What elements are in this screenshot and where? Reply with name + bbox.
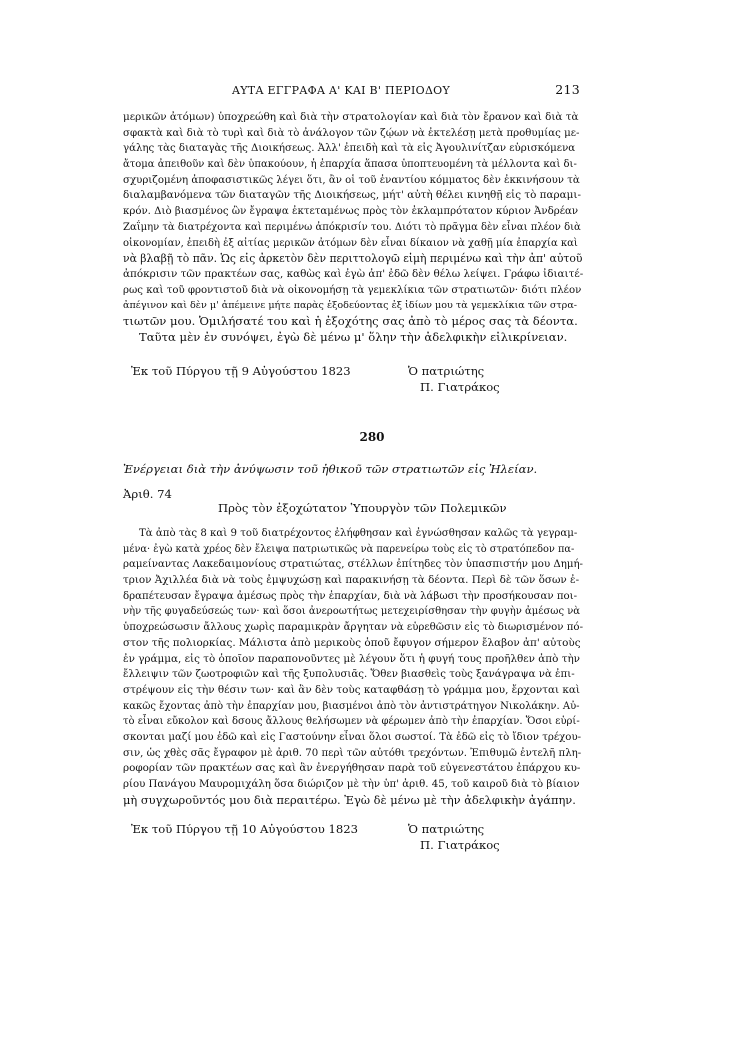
letter-280-place-date: Ἐκ τοῦ Πύργου τῇ 10 Αὐγούστου 1823 [131,822,358,836]
text-line: ὑποχρεώσωσιν ἄλλους χωρὶς παραμικρὰν ἄργηταν νὰ εὑρεθῶσιν εἰς τὸ διωρισμένον πό- [123,622,583,634]
text-line: Τὰ ἀπὸ τὰς 8 καὶ 9 τοῦ διατρέχοντος ἐλήφθησαν καὶ ἐγνώσθησαν καλῶς τὰ γεγραμ- [139,528,578,539]
running-title: ΑΥΤΑ ΕΓΓΡΑΦΑ Α' ΚΑΙ Β' ΠΕΡΙΟΔΟΥ [232,84,451,97]
document-number: 280 [359,430,385,444]
letter-279-closing: Ὁ πατριώτης [408,364,485,378]
text-line: στον τῆς πολιορκίας. Μάλιστα ἀπὸ μερικοὺς ὁποῦ ἔφυγον σήμερον ἔλαβον ἀπ' αὐτοὺς [123,636,581,649]
text-line: ἀπέγινον καὶ δὲν μ' ἀπέμεινε μήτε παρὰς ἐξοδεύοντας ἐξ ἰδίων μου τὰ γεμεκλίκια τῶν στρα- [123,300,578,312]
document-heading: Ἐνέργειαι διὰ τὴν ἀνύψωσιν τοῦ ἠθικοῦ τῶν στρατιωτῶν εἰς Ἠλείαν. [123,462,538,476]
text-line: ἔλλειψιν τῶν ζωοτροφιῶν καὶ τῆς ξυπολυσιᾶς. Ὅθεν βιασθεὶς τοὺς ξανάγραψα νὰ ἐπι- [123,669,575,681]
text-line: τιωτῶν μου. Ὁμιλήσατέ του καὶ ἡ ἐξοχότης σας ἀπὸ τὸ μέρος σας τὰ δέοντα. [123,313,578,328]
text-line: ρως καὶ τοῦ φροντιστοῦ διὰ νὰ οἰκονομήσῃ τὰ γεμεκλίκια τῶν στρατιωτῶν· διότι πλέον [123,284,582,296]
text-line: στρέψουν εἰς τὴν θέσιν των· καὶ ἂν δὲν τοὺς καταφθάσῃ τὸ γράμμα μου, ἔρχονται καὶ [123,683,580,696]
text-line: νὴν τῆς φυγαδεύσεώς των· καὶ ὅσοι ἀνεροωτήτως μετεχειρίσθησαν τὴν φυγὴν ἀμέσως νὰ [123,606,581,618]
text-line: οἰκονομίαν, ἐπειδὴ ἐξ αἰτίας μερικῶν ἀτόμων δὲν εἶναι δίκαιον νὰ χαθῇ μία ἐπαρχία καὶ [123,237,578,249]
letter-280-signature: Π. Γιατράκος [420,838,500,852]
text-line: ἄτομα ἀπειθοῦν καὶ δὲν ὑπακούουν, ἡ ἐπαρχία ἅπασα ὑποπτευομένη τὰ μέλλοντα καὶ δι- [123,159,577,171]
text-line: δραπέτευσαν ἔγραψα ἀμέσως πρὸς τὴν ἐπαρχίαν, διὰ νὰ λάβωσι τὴν προσήκουσαν ποι- [123,590,578,602]
text-line: ἀπόκρισιν τῶν πρακτέων σας, καθὼς καὶ ἐγὼ ἀπ' ἐδῶ δὲν θέλω λείψει. Γράφω ἰδιαιτέ- [123,267,583,280]
letter-280-body [123,526,583,808]
letter-279-place-date: Ἐκ τοῦ Πύργου τῇ 9 Αὐγούστου 1823 [131,364,351,378]
text-line: νὰ βλαβῇ τὸ πᾶν. Ὡς εἰς ἀρκετὸν δὲν περιττολογῶ εἰμὴ περιμένω καὶ τὴν ἀπ' αὐτοῦ [123,252,583,266]
text-line: τριον Ἀχιλλέα διὰ νὰ τοὺς ἐμψυχώσῃ καὶ παρακινήσῃ τὰ δέοντα. Περὶ δὲ τῶν ὅσων ἐ- [123,574,580,587]
text-line: σιν, ὡς χθὲς σᾶς ἔγραφον μὲ ἀριθ. 70 περὶ τῶν αὐτόθι τρεχόντων. Ἐπιθυμῶ ἐντελῆ πλη- [123,747,582,759]
text-line: διαλαμβανόμενα τῶν διαταγῶν τῆς Διοικήσεως, μήτ' αὐτὴ θέλει κινηθῇ εἰς τὸ παραμι- [123,189,581,202]
text-line: Ταῦτα μὲν ἐν συνόψει, ἐγὼ δὲ μένω μ' ὅλην τὴν ἀδελφικὴν εἰλικρίνειαν. [139,329,568,344]
text-line: μένα· ἐγὼ κατὰ χρέος δὲν ἔλειψα πατριωτικῶς νὰ παρενείρω τοὺς εἰς τὸ στρατόπεδον πα- [123,543,575,555]
letter-279-body [123,110,583,345]
text-line: τὸ εἶναι εὔκολον καὶ δσους ἄλλους θελήσωμεν νὰ φέρωμεν ἀπὸ τὴν ἐπαρχίαν. Ὅσοι εὑρί- [123,716,580,728]
text-line: κακῶς ἔχοντας ἀπὸ τὴν ἐπαρχίαν μου, βιασμένοι ἀπὸ τὸν ἀντιστράτηγον Νικολάκην. Αὐ- [123,700,580,712]
text-line: κρόν. Διὸ βιασμένος ὢν ἔγραψα ἐκτεταμένως πρὸς τὸν ἐκλαμπρότατον κύριον Ἀνδρέαν [123,206,579,218]
letter-279-signature: Π. Γιατράκος [420,380,500,394]
text-line: μερικῶν ἀτόμων) ὑποχρεώθη καὶ διὰ τὴν στρατολογίαν καὶ διὰ τὸν ἔρανον καὶ διὰ τὰ [123,111,579,123]
letter-280-closing: Ὁ πατριώτης [408,822,485,836]
text-line: γάλης τὰς διαταγὰς τῆς Διοικήσεως. Ἀλλ' ἐπειδὴ καὶ τὰ εἰς Ἀγουλινίτζαν εὑρισκόμενα [123,143,576,155]
text-line: ἐν γράμμα, εἰς τὸ ὁποῖον παραπονοῦντες μὲ λέγουν ὅτι ἡ φυγή τους προῆλθεν ἀπὸ τὴν [123,652,580,665]
text-line: ροφορίαν τῶν πρακτέων σας καὶ ἂν ἐνεργήθησαν παρὰ τοῦ εὐγενεστάτου ἐπάρχου κυ- [123,762,581,775]
text-line: μὴ συγχωροῦντός μου διὰ περαιτέρω. Ἐγὼ δὲ μένω μὲ τὴν ἀδελφικὴν ἀγάπην. [123,792,576,807]
text-line: σφακτὰ καὶ διὰ τὸ τυρὶ καὶ διὰ τὸ ἀνάλογον τῶν ζῴων νὰ ἐκτελέσῃ μετὰ προθυμίας με- [123,127,580,139]
text-line: σχυριζομένη ἀποφασιστικῶς λέγει ὅτι, ἂν οἱ τοῦ ἐναντίου κόμματος δὲν ἐκκινήσουν τὰ [123,174,580,186]
text-line: ρίου Πανάγου Μαυρομιχάλη ὅσα διώριζον μὲ τὴν ὑπ' ἀριθ. 45, τοῦ καιροῦ διὰ τὸ βίαιον [123,779,580,790]
text-line: ραμείναντας Λακεδαιμονίους στρατιώτας, στέλλων ἐπίτηδες τὸν ὑπασπιστήν μου Δημή- [123,559,583,571]
text-line: σκονται μαζί μου ἐδῶ καὶ εἰς Γαστούνην εἶναι ὅλοι σωστοί. Τὰ ἐδῶ εἰς τὸ ἴδιον τρέχου- [123,731,582,743]
page-number: 213 [555,82,580,97]
reference-number: Ἀριθ. 74 [123,487,172,501]
addressee: Πρὸς τὸν ἐξοχώτατον Ὑπουργὸν τῶν Πολεμικῶν [218,501,507,515]
text-line: Ζαΐμην τὰ διατρέχοντα καὶ περιμένω ἀπόκρισίν του. Διότι τὸ πρᾶγμα δὲν εἶναι πλέον διὰ [123,221,581,233]
